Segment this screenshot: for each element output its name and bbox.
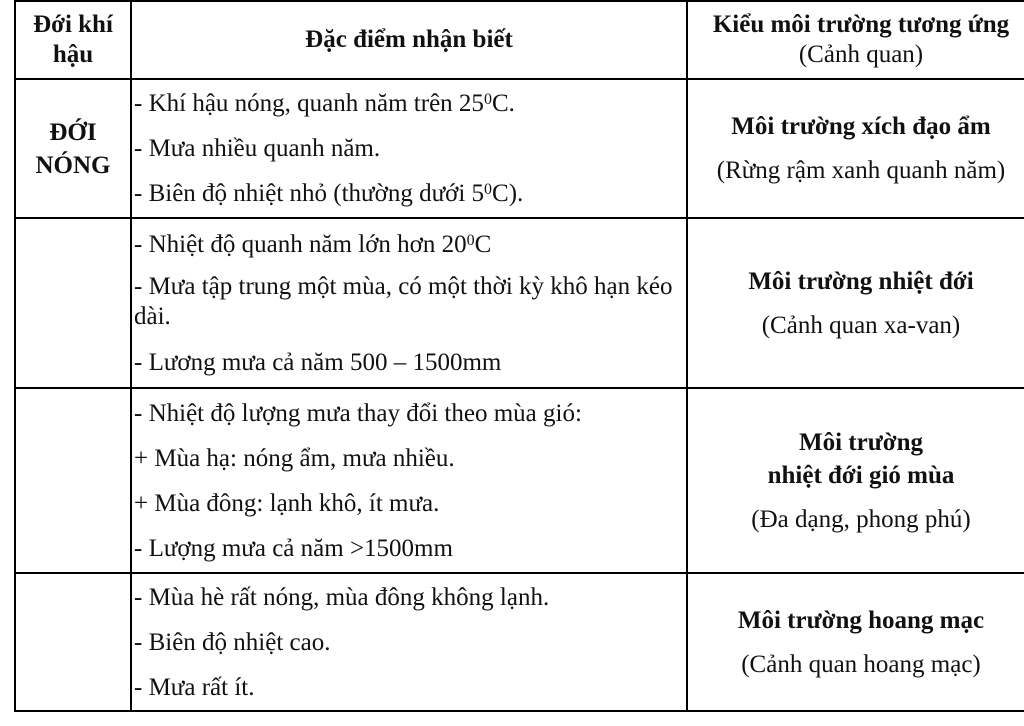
environment-description: (Rừng rậm xanh quanh năm) [716,157,1006,184]
environment-cell [687,388,1024,573]
header-environment-subtitle: (Cảnh quan) [798,41,924,68]
environment-name: Môi trường nhiệt đới [748,267,974,295]
environment-name: Môi trường hoang mạc [737,606,985,634]
features-cell [131,573,687,711]
feature-line: - Nhiệt độ lượng mưa thay đổi theo mùa gió: [134,399,582,427]
zone-label: ĐỚI NÓNG [15,79,131,218]
zone-label-empty [15,218,131,388]
environment-name-line2: nhiệt đới gió mùa [767,461,955,489]
feature-line: - Mùa hè rất nóng, mùa đông không lạnh. [134,583,550,611]
header-climate-zone: Đới khí hậu [15,1,131,79]
table-header-row [15,1,1024,79]
environment-cell [687,218,1024,388]
feature-line: + Mùa hạ: nóng ẩm, mưa nhiều. [134,444,455,472]
zone-label-empty [15,388,131,573]
feature-line: - Lượng mưa cả năm >1500mm [134,534,453,562]
feature-line: - Mưa rất ít. [134,673,255,701]
environment-name: Môi trường xích đạo ẩm [731,113,991,140]
table-row [15,218,1024,388]
table-row [15,573,1024,711]
features-cell [131,79,687,218]
climate-zones-table [14,0,1024,712]
features-cell [131,388,687,573]
environment-name-line1: Môi trường [799,428,923,456]
feature-line: - Nhiệt độ quanh năm lớn hơn $20^0C$ [134,230,492,258]
feature-line: - Biên độ nhiệt cao. [134,628,331,656]
table-row [15,79,1024,218]
header-features: Đặc điểm nhận biết [131,1,687,79]
zone-label-empty [15,573,131,711]
feature-line: - Mưa nhiều quanh năm. [134,135,381,162]
features-cell [131,218,687,388]
environment-description: (Đa dạng, phong phú) [751,505,971,533]
feature-line: - Mưa tập trung một mùa, có một thời kỳ khô hạn kéo dài. [134,272,673,330]
feature-line: - Khí hậu nóng, quanh năm trên $25^0C$. [134,90,515,117]
environment-description: (Cảnh quan hoang mạc) [741,650,981,678]
feature-line: - Biên độ nhiệt nhỏ (thường dưới $5^0C$). [134,180,524,207]
environment-cell [687,573,1024,711]
environment-cell [687,79,1024,218]
environment-description: (Cảnh quan xa-van) [761,311,961,339]
header-environment-title: Kiểu môi trường tương ứng [712,11,1010,38]
feature-line: - Lương mưa cả năm 500 – 1500mm [134,348,502,376]
header-environment [687,1,1024,79]
feature-line: + Mùa đông: lạnh khô, ít mưa. [134,489,440,517]
table-row [15,388,1024,573]
